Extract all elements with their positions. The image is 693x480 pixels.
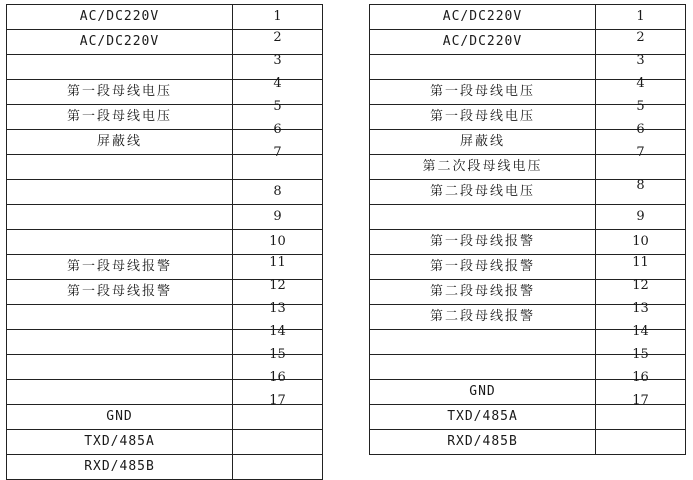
terminal-number: 17 — [269, 393, 286, 408]
terminal-number: 11 — [632, 255, 649, 270]
signal-label-cell — [370, 305, 596, 330]
terminal-number: 3 — [273, 53, 282, 68]
terminal-number: 8 — [273, 184, 282, 199]
terminal-number: 4 — [636, 76, 645, 91]
signal-label: GND — [469, 384, 496, 399]
signal-label-cell — [370, 180, 596, 205]
signal-label-cell — [7, 230, 233, 255]
signal-label: AC/DC220V — [79, 9, 160, 24]
terminal-number: 11 — [269, 255, 286, 270]
terminal-number-cell — [233, 205, 323, 230]
terminal-number: 16 — [269, 370, 286, 385]
terminal-number-cell — [233, 393, 323, 430]
terminal-number-cell — [596, 393, 686, 430]
terminal-number-cell — [596, 205, 686, 230]
signal-label-cell — [370, 280, 596, 305]
terminal-number: 7 — [273, 145, 282, 160]
signal-label: 第二段母线电压 — [429, 184, 535, 199]
signal-label-cell — [7, 280, 233, 305]
terminal-number: 14 — [269, 324, 286, 339]
terminal-number: 15 — [632, 347, 649, 362]
table-row — [7, 180, 323, 205]
signal-label-cell — [7, 380, 233, 405]
signal-label-cell — [7, 155, 233, 180]
signal-label-cell — [7, 180, 233, 205]
terminal-number: 10 — [269, 234, 286, 249]
terminal-number-cell — [596, 180, 686, 205]
signal-label: 第一段母线电压 — [429, 84, 535, 99]
table-row — [7, 430, 323, 455]
signal-label-cell — [370, 380, 596, 405]
terminal-number: 13 — [632, 301, 649, 316]
signal-label: GND — [106, 409, 133, 424]
signal-label-cell — [7, 355, 233, 380]
terminal-number: 4 — [273, 76, 282, 91]
terminal-number: 14 — [632, 324, 649, 339]
wiring-table — [369, 4, 686, 455]
table-row — [7, 155, 323, 180]
signal-label: 第一段母线报警 — [66, 284, 172, 299]
signal-label: AC/DC220V — [79, 34, 160, 49]
terminal-number: 8 — [636, 178, 645, 193]
signal-label-cell — [7, 105, 233, 130]
terminal-number: 12 — [632, 278, 649, 293]
terminal-table-right — [369, 4, 686, 454]
terminal-number: 3 — [636, 53, 645, 68]
table-row — [370, 205, 686, 230]
terminal-number: 10 — [632, 234, 649, 249]
terminal-number-cell — [233, 145, 323, 180]
terminal-number: 1 — [636, 9, 645, 24]
terminal-number-cell — [233, 455, 323, 480]
signal-label-cell — [370, 330, 596, 355]
signal-label: 第二次段母线电压 — [422, 159, 543, 174]
terminal-number: 5 — [636, 99, 645, 114]
table-row — [7, 405, 323, 430]
signal-label-cell — [7, 80, 233, 105]
signal-label-cell — [370, 230, 596, 255]
terminal-number: 2 — [273, 30, 282, 45]
terminal-number: 16 — [632, 370, 649, 385]
signal-label: 屏蔽线 — [96, 134, 142, 149]
signal-label-cell — [370, 5, 596, 30]
signal-label: 第二段母线报警 — [429, 309, 535, 324]
signal-label-cell — [7, 55, 233, 80]
terminal-number: 6 — [273, 122, 282, 137]
terminal-number: 17 — [632, 393, 649, 408]
terminal-number: 9 — [636, 209, 645, 224]
signal-label-cell — [370, 205, 596, 230]
signal-label: TXD/485A — [84, 434, 155, 449]
signal-label-cell — [370, 55, 596, 80]
table-row — [370, 430, 686, 455]
signal-label-cell — [7, 255, 233, 280]
terminal-number: 13 — [269, 301, 286, 316]
terminal-number: 2 — [636, 30, 645, 45]
terminal-number: 12 — [269, 278, 286, 293]
signal-label-cell — [7, 30, 233, 55]
terminal-number: 1 — [273, 9, 282, 24]
signal-label-cell — [7, 205, 233, 230]
signal-label-cell — [370, 80, 596, 105]
signal-label: RXD/485B — [447, 434, 518, 449]
terminal-number-cell — [233, 180, 323, 205]
signal-label: 第一段母线报警 — [429, 234, 535, 249]
signal-label: 第一段母线电压 — [66, 109, 172, 124]
signal-label: RXD/485B — [84, 459, 155, 474]
table-row — [370, 180, 686, 205]
signal-label: 第一段母线报警 — [66, 259, 172, 274]
signal-label: 第一段母线报警 — [429, 259, 535, 274]
signal-label-cell — [370, 405, 596, 430]
table-row — [7, 455, 323, 480]
signal-label-cell — [370, 155, 596, 180]
signal-label: 第二段母线报警 — [429, 284, 535, 299]
terminal-number-cell — [596, 430, 686, 455]
signal-label-cell — [7, 430, 233, 455]
signal-label: AC/DC220V — [442, 34, 523, 49]
signal-label-cell — [7, 330, 233, 355]
terminal-number-cell — [233, 430, 323, 455]
signal-label: 第一段母线电压 — [66, 84, 172, 99]
signal-label-cell — [370, 105, 596, 130]
signal-label-cell — [7, 130, 233, 155]
terminal-table-left — [6, 4, 323, 474]
table-row — [370, 405, 686, 430]
signal-label: AC/DC220V — [442, 9, 523, 24]
terminal-number: 6 — [636, 122, 645, 137]
signal-label: 屏蔽线 — [459, 134, 505, 149]
signal-label-cell — [7, 455, 233, 480]
signal-label-cell — [370, 430, 596, 455]
table-row — [7, 205, 323, 230]
signal-label-cell — [7, 305, 233, 330]
signal-label-cell — [370, 355, 596, 380]
terminal-number: 9 — [273, 209, 282, 224]
signal-label-cell — [370, 255, 596, 280]
signal-label: TXD/485A — [447, 409, 518, 424]
terminal-number: 15 — [269, 347, 286, 362]
signal-label: 第一段母线电压 — [429, 109, 535, 124]
terminal-number: 5 — [273, 99, 282, 114]
terminal-number: 7 — [636, 145, 645, 160]
signal-label-cell — [7, 5, 233, 30]
signal-label-cell — [370, 130, 596, 155]
signal-label-cell — [370, 30, 596, 55]
wiring-table — [6, 4, 323, 480]
signal-label-cell — [7, 405, 233, 430]
